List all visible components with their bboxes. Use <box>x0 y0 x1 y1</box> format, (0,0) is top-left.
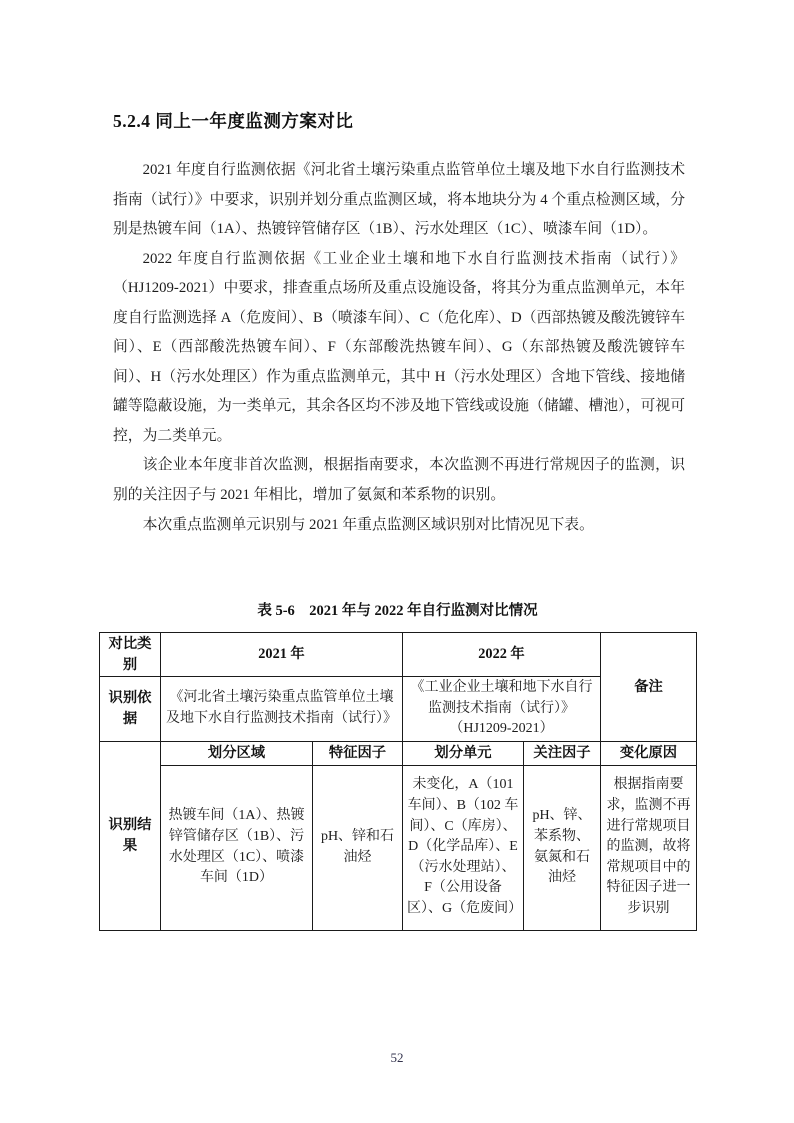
section-heading: 5.2.4 同上一年度监测方案对比 <box>113 111 354 131</box>
cell-year-2022: 2022 年 <box>403 633 601 677</box>
cell-year-2021: 2021 年 <box>161 633 403 677</box>
cell-category-label: 对比类别 <box>100 633 161 677</box>
cell-subheader-change-reason: 变化原因 <box>601 741 697 765</box>
table-row-results <box>100 765 697 930</box>
cell-result-focus-2022: pH、锌、苯系物、氨氮和石油烃 <box>524 765 601 930</box>
cell-subheader-focus: 关注因子 <box>524 741 601 765</box>
cell-subheader-feature: 特征因子 <box>313 741 403 765</box>
paragraph-2021-basis: 2021 年度自行监测依据《河北省土壤污染重点监管单位土壤及地下水自行监测技术指南（试行）》中要求，识别并划分重点监测区域，将本地块分为 4 个重点检测区域，分别是热镀车间（1A）、热镀锌管储存区（1B）、污水处理区（1C）、喷漆车间（1D）。 <box>113 162 685 238</box>
cell-result-change-reason: 根据指南要求，监测不再进行常规项目的监测，故将常规项目中的特征因子进一步识别 <box>601 765 697 930</box>
cell-remark-header: 备注 <box>601 633 697 742</box>
cell-result-region-2021: 热镀车间（1A）、热镀锌管储存区（1B）、污水处理区（1C）、喷漆车间（1D） <box>161 765 313 930</box>
body-text-block <box>113 156 685 540</box>
cell-subheader-unit: 划分单元 <box>403 741 524 765</box>
cell-result-unit-2022: 未变化，A（101 车间）、B（102 车间）、C（库房）、D（化学品库）、E（污水处理站）、F（公用设备区）、G（危废间） <box>403 765 524 930</box>
table-row-years <box>100 633 697 677</box>
paragraph-non-first-monitoring: 该企业本年度非首次监测，根据指南要求，本次监测不再进行常规因子的监测，识别的关注因子与 2021 年相比，增加了氨氮和苯系物的识别。 <box>113 457 685 504</box>
paragraph-table-lead-in: 本次重点监测单元识别与 2021 年重点监测区域识别对比情况见下表。 <box>142 516 594 533</box>
cell-basis-label: 识别依据 <box>100 677 161 742</box>
page-number: 52 <box>390 1050 404 1065</box>
paragraph-2022-basis: 2022 年度自行监测依据《工业企业土壤和地下水自行监测技术指南（试行）》（HJ1209-2021）中要求，排查重点场所及重点设施设备，将其分为重点监测单元，本年度自行监测选择 A（危废间）、B（喷漆车间）、C（危化库）、D（西部热镀及酸洗镀锌车间）、E（西部酸洗热镀车间）、F（东部酸洗热镀车间）、G（东部热镀及酸洗镀锌车间）、H（污水处理区）作为重点监测单元，其中 H（污水处理区）含地下管线、接地储罐等隐蔽设施，为一类单元，其余各区均不涉及地下管线或设施（储罐、槽池），可视可控，为二类单元。 <box>113 250 685 444</box>
comparison-table <box>99 632 697 931</box>
table-row-subheaders <box>100 741 697 765</box>
cell-result-feature-2021: pH、锌和石油烃 <box>313 765 403 930</box>
table-caption: 表 5-6 2021 年与 2022 年自行监测对比情况 <box>257 603 538 619</box>
cell-basis-2022: 《工业企业土壤和地下水自行监测技术指南（试行）》（HJ1209-2021） <box>403 677 601 742</box>
cell-result-label: 识别结果 <box>100 741 161 930</box>
cell-subheader-region: 划分区域 <box>161 741 313 765</box>
cell-basis-2021: 《河北省土壤污染重点监管单位土壤及地下水自行监测技术指南（试行）》 <box>161 677 403 742</box>
